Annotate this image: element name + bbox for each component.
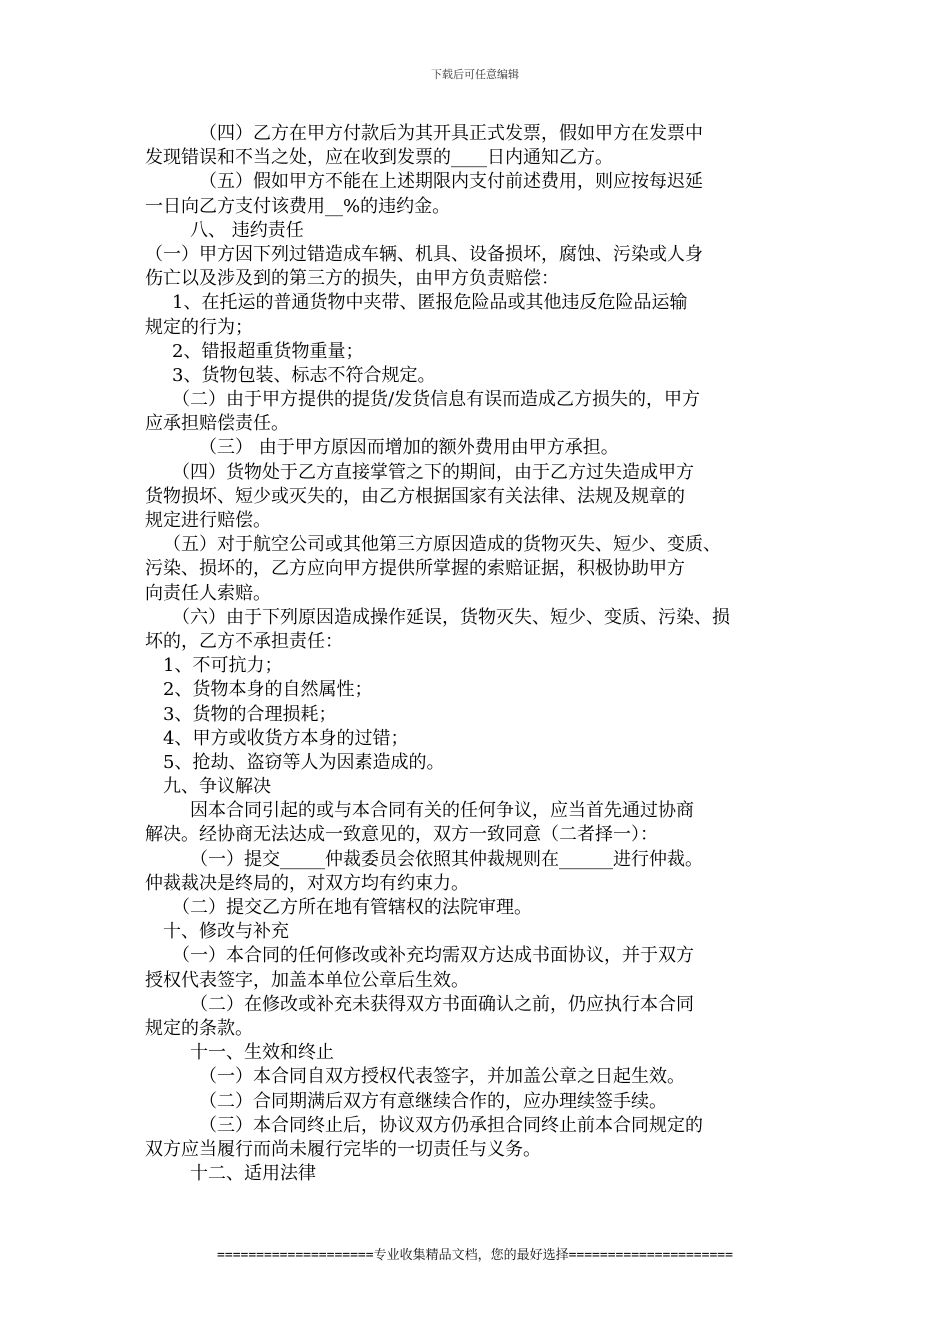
text-line: 2、货物本身的自然属性； xyxy=(163,679,373,701)
text-line: 1、在托运的普通货物中夹带、匿报危险品或其他违反危险品运输 xyxy=(172,292,688,314)
text-line: 授权代表签字，加盖本单位公章后生效。 xyxy=(145,969,469,991)
text-line: 一日向乙方支付该费用__%的违约金。 xyxy=(145,195,451,217)
text-line: 规定的行为； xyxy=(145,316,253,338)
text-line: （二）在修改或补充未获得双方书面确认之前，仍应执行本合同 xyxy=(190,993,694,1015)
text-line: 应承担赔偿责任。 xyxy=(145,413,289,435)
text-line: 仲裁裁决是终局的，对双方均有约束力。 xyxy=(145,872,469,894)
text-line: （三）本合同终止后，协议双方仍承担合同终止前本合同规定的 xyxy=(199,1114,703,1136)
text-line: （二）由于甲方提供的提货/发货信息有误而造成乙方损失的，甲方 xyxy=(172,389,701,411)
text-line: （六）由于下列原因造成操作延误，货物灭失、短少、变质、污染、损 xyxy=(172,606,730,628)
text-line: 4、甲方或收货方本身的过错； xyxy=(163,727,409,749)
page-header-note: 下载后可任意编辑 xyxy=(431,68,519,81)
text-line: 规定的条款。 xyxy=(145,1017,253,1039)
text-line: 双方应当履行而尚未履行完毕的一切责任与义务。 xyxy=(145,1138,541,1160)
contract-body xyxy=(145,122,810,1186)
text-line: （四）货物处于乙方直接掌管之下的期间，由于乙方过失造成甲方 xyxy=(172,461,694,483)
text-line: 规定进行赔偿。 xyxy=(145,510,271,531)
section-heading: 十、修改与补充 xyxy=(163,921,289,943)
text-line: （一）甲方因下列过错造成车辆、机具、设备损坏，腐蚀、污染或人身 xyxy=(145,243,703,265)
text-line: （四）乙方在甲方付款后为其开具正式发票，假如甲方在发票中 xyxy=(199,123,703,144)
text-line: 解决。经协商无法达成一致意见的，双方一致同意（二者择一）： xyxy=(145,824,658,846)
text-line: 货物损坏、短少或灭失的，由乙方根据国家有关法律、法规及规章的 xyxy=(145,485,685,507)
section-heading: 十二、适用法律 xyxy=(190,1163,316,1185)
section-heading: 九、争议解决 xyxy=(163,776,271,798)
text-line: （一）本合同自双方授权代表签字，并加盖公章之日起生效。 xyxy=(199,1066,685,1088)
text-line: 2、错报超重货物重量； xyxy=(172,340,364,362)
text-line: 伤亡以及涉及到的第三方的损失，由甲方负责赔偿： xyxy=(145,268,559,290)
text-line: 向责任人索赔。 xyxy=(145,582,271,604)
text-line: 1、不可抗力； xyxy=(163,655,283,677)
text-line: 坏的，乙方不承担责任： xyxy=(145,630,343,652)
text-line: （五）对于航空公司或其他第三方原因造成的货物灭失、短少、变质、 xyxy=(163,534,721,556)
text-line: （五）假如甲方不能在上述期限内支付前述费用，则应按每迟延 xyxy=(199,171,703,193)
section-heading: 十一、生效和终止 xyxy=(190,1042,334,1064)
text-line: 发现错误和不当之处，应在收到发票的____日内通知乙方。 xyxy=(145,147,613,169)
text-line: 3、货物包装、标志不符合规定。 xyxy=(172,364,436,386)
text-line: （二）提交乙方所在地有管辖权的法院审理。 xyxy=(172,897,532,918)
text-line: （三） 由于甲方原因而增加的额外费用由甲方承担。 xyxy=(199,437,619,459)
text-line: （一）本合同的任何修改或补充均需双方达成书面协议，并于双方 xyxy=(172,945,694,967)
text-line: （二）合同期满后双方有意继续合作的，应办理续签手续。 xyxy=(199,1090,667,1112)
section-heading: 八、 违约责任 xyxy=(190,219,304,241)
text-line: 污染、损坏的，乙方应向甲方提供所掌握的索赔证据，积极协助甲方 xyxy=(145,558,685,580)
text-line: 3、货物的合理损耗； xyxy=(163,703,337,725)
text-line: 因本合同引起的或与本合同有关的任何争议，应当首先通过协商 xyxy=(190,800,694,822)
text-line: （一）提交_____仲裁委员会依照其仲裁规则在______进行仲裁。 xyxy=(190,848,703,870)
text-line: 5、抢劫、盗窃等人为因素造成的。 xyxy=(163,751,445,773)
page-footer-banner: ====================专业收集精品文档，您的最好选择===================== xyxy=(217,1248,733,1263)
